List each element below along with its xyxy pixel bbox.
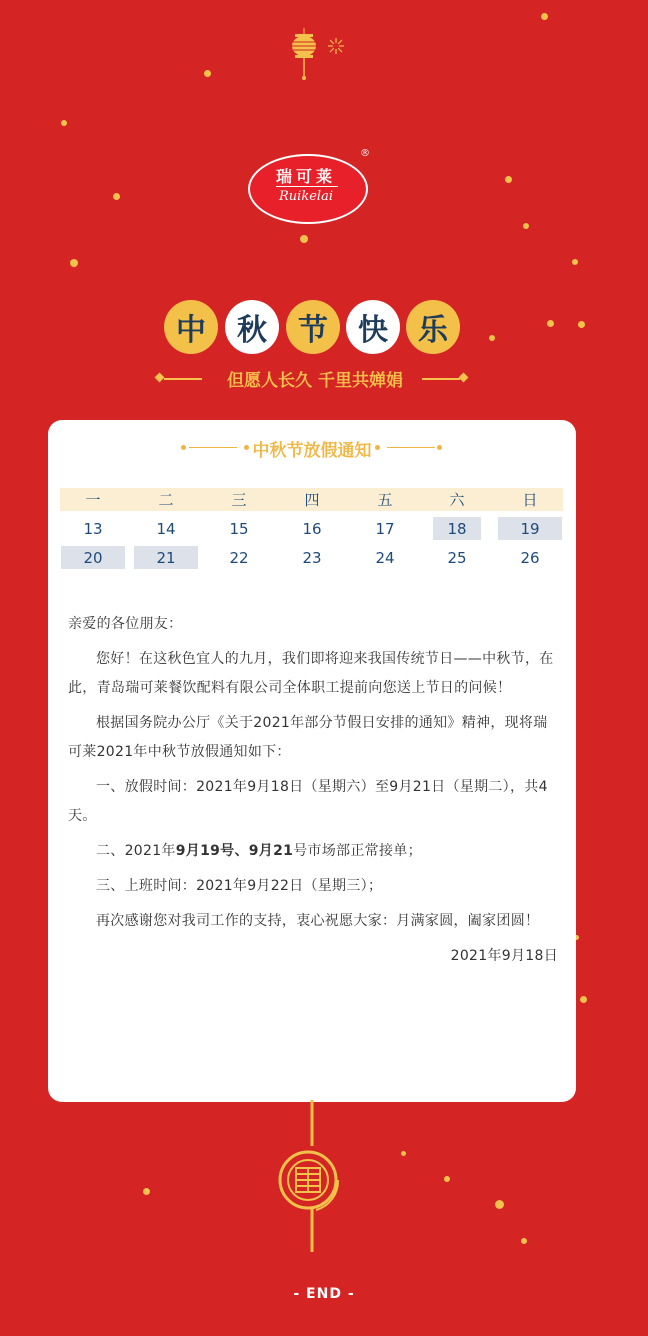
decor-dot bbox=[578, 321, 585, 328]
title-char: 节 bbox=[286, 300, 340, 354]
order-notice-dates: 9月19号、9月21 bbox=[175, 843, 294, 859]
subtitle bbox=[150, 366, 480, 392]
logo-chinese-name: 瑞可莱 bbox=[275, 167, 336, 186]
decor-dot bbox=[521, 1238, 527, 1244]
ornament-line bbox=[387, 447, 435, 448]
paragraph-greeting: 您好！在这秋色宜人的九月，我们即将迎来我国传统节日——中秋节，在此，青岛瑞可莱餐饮配料有限公司全体职工提前向您送上节日的问候！ bbox=[68, 651, 554, 696]
calendar-day-holiday: 21 bbox=[134, 546, 198, 569]
order-notice-prefix: 二、2021年 bbox=[96, 843, 176, 859]
notice-body bbox=[68, 610, 558, 971]
calendar-day: 14 bbox=[156, 519, 176, 538]
closing-wishes: 再次感谢您对我司工作的支持，衷心祝愿大家：月满家圆，阖家团圆！ bbox=[96, 913, 540, 929]
calendar-day: 24 bbox=[375, 548, 395, 567]
subtitle-text: 但愿人长久 千里共婵娟 bbox=[227, 371, 403, 391]
ornament-line bbox=[422, 378, 460, 380]
title-char: 快 bbox=[346, 300, 400, 354]
calendar-day-holiday: 20 bbox=[61, 546, 125, 569]
decor-dot bbox=[572, 259, 578, 265]
weekday-label: 二 bbox=[158, 491, 174, 509]
logo-divider bbox=[276, 186, 338, 187]
decor-dot bbox=[113, 193, 120, 200]
notice-card bbox=[48, 420, 576, 1102]
order-notice-suffix: 号市场部正常接单； bbox=[293, 843, 422, 859]
title-char: 秋 bbox=[225, 300, 279, 354]
notice-title: 中秋节放假通知 bbox=[252, 441, 372, 461]
lantern-icon bbox=[282, 28, 346, 84]
knot-ornament-icon bbox=[276, 1100, 356, 1260]
decor-dot bbox=[204, 70, 211, 77]
title-char: 乐 bbox=[406, 300, 460, 354]
calendar-day: 13 bbox=[83, 519, 103, 538]
decor-dot bbox=[505, 176, 512, 183]
decor-dot bbox=[541, 13, 548, 20]
decor-dot bbox=[70, 259, 78, 267]
order-notice bbox=[68, 837, 558, 866]
decor-dot bbox=[61, 120, 67, 126]
decor-dot bbox=[444, 1176, 450, 1182]
decor-dot bbox=[401, 1151, 406, 1156]
lantern-decoration bbox=[282, 28, 346, 84]
calendar-day-holiday: 18 bbox=[433, 517, 481, 540]
paragraph-basis: 根据国务院办公厅《关于2021年部分节假日安排的通知》精神，现将瑞可莱2021年中秋节放假通知如下： bbox=[68, 715, 548, 760]
calendar-day: 25 bbox=[447, 548, 467, 567]
holiday-period: 一、放假时间：2021年9月18日（星期六）至9月21日（星期二），共4天。 bbox=[68, 779, 548, 824]
calendar-day: 15 bbox=[229, 519, 249, 538]
ornament-dot bbox=[437, 445, 442, 450]
decor-dot bbox=[300, 235, 308, 243]
decor-dot bbox=[143, 1188, 150, 1195]
calendar-day: 16 bbox=[302, 519, 322, 538]
weekday-label: 四 bbox=[304, 491, 320, 509]
title-char: 中 bbox=[164, 300, 218, 354]
weekday-label: 日 bbox=[522, 491, 538, 509]
calendar-day: 22 bbox=[229, 548, 249, 567]
knot-ornament bbox=[276, 1100, 356, 1260]
decor-dot bbox=[523, 223, 529, 229]
decor-dot bbox=[547, 320, 554, 327]
logo-english-name: Ruikelai bbox=[279, 189, 333, 204]
weekday-label: 六 bbox=[449, 491, 465, 509]
brand-logo bbox=[248, 148, 368, 224]
calendar-day: 17 bbox=[375, 519, 395, 538]
weekday-label: 三 bbox=[231, 491, 247, 509]
calendar-day: 26 bbox=[520, 548, 540, 567]
weekday-label: 五 bbox=[377, 491, 393, 509]
calendar-day: 23 bbox=[302, 548, 322, 567]
weekday-label: 一 bbox=[85, 491, 101, 509]
work-resume: 三、上班时间：2021年9月22日（星期三）； bbox=[96, 878, 383, 894]
decor-dot bbox=[489, 335, 495, 341]
ornament-dot bbox=[375, 445, 380, 450]
firework-icon bbox=[328, 38, 344, 54]
decor-dot bbox=[580, 996, 587, 1003]
calendar-day-holiday: 19 bbox=[498, 517, 562, 540]
registered-mark: ® bbox=[360, 148, 370, 159]
decor-dot bbox=[495, 1200, 504, 1209]
festival-title bbox=[164, 300, 464, 358]
end-marker: - END - bbox=[293, 1286, 355, 1302]
salutation: 亲爱的各位朋友： bbox=[68, 616, 183, 632]
notice-date: 2021年9月18日 bbox=[450, 948, 558, 964]
